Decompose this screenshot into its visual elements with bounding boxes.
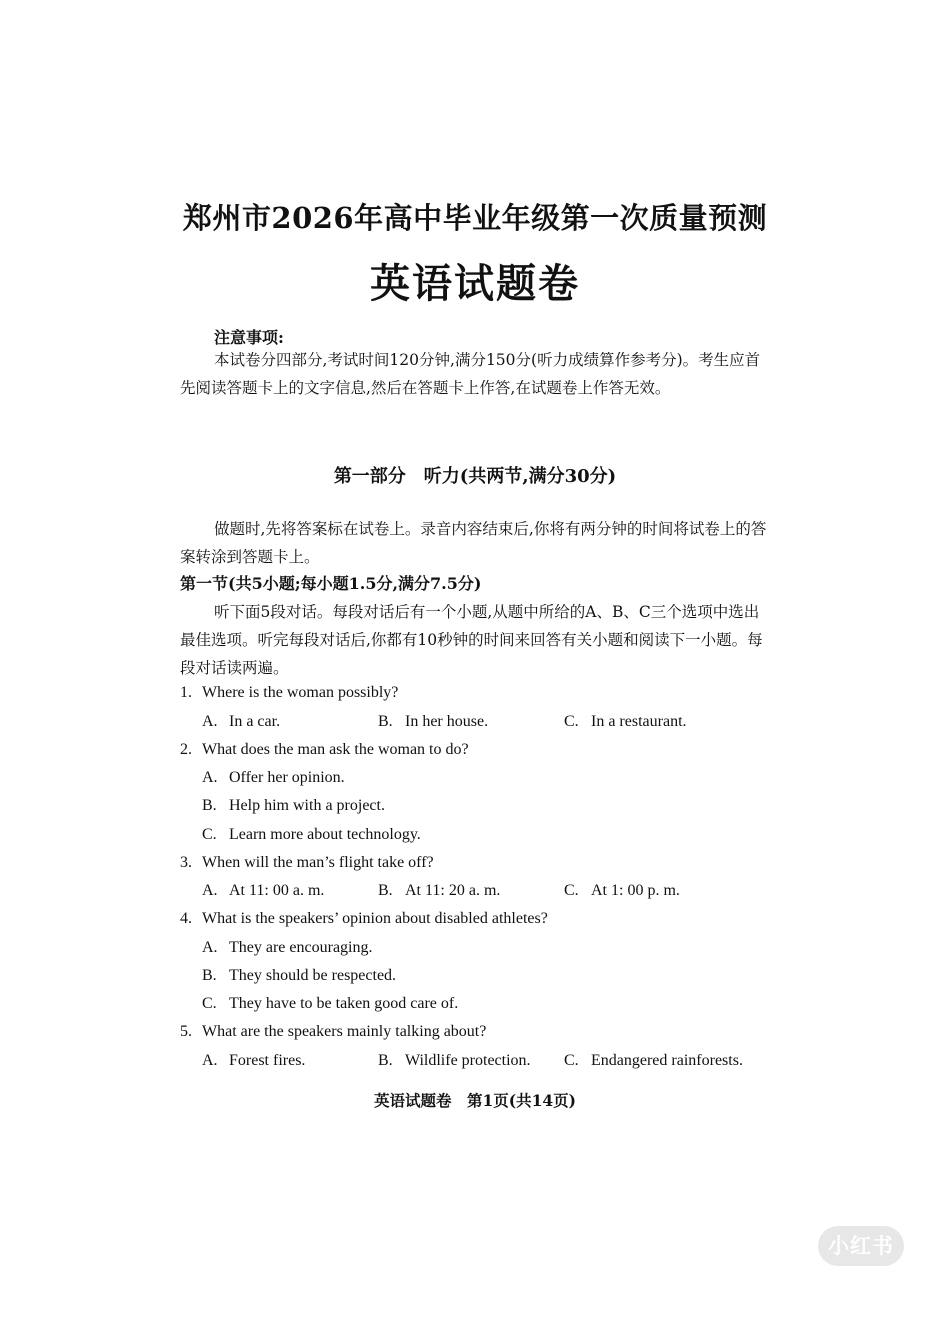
question-text: What are the speakers mainly talking about? xyxy=(202,1023,487,1040)
question-text: What does the man ask the woman to do? xyxy=(202,741,469,758)
question-text: When will the man’s flight take off? xyxy=(202,854,434,871)
q5-option-a: A. Forest fires. xyxy=(202,1052,306,1069)
q3-option-c: C. At 1: 00 p. m. xyxy=(564,882,680,899)
notice-body: 本试卷分四部分,考试时间120分钟,满分150分(听力成绩算作参考分)。考生应首先阅读答题卡上的文字信息,然后在答题卡上作答,在试题卷上作答无效。 xyxy=(180,351,761,397)
question-number: 4. xyxy=(180,910,192,927)
section-title: 第一节(共5小题;每小题1.5分,满分7.5分) xyxy=(180,574,482,593)
q1-option-a: A. In a car. xyxy=(202,713,281,730)
q2-option-c: C. Learn more about technology. xyxy=(202,826,421,843)
q1-option-c: C. In a restaurant. xyxy=(564,713,687,730)
q1-option-b: B. In her house. xyxy=(378,713,489,730)
question-3 xyxy=(180,854,434,872)
q4-option-a: A. They are encouraging. xyxy=(202,939,373,956)
q5-option-c: C. Endangered rainforests. xyxy=(564,1052,743,1069)
q3-option-a: A. At 11: 00 a. m. xyxy=(202,882,325,899)
question-4 xyxy=(180,910,548,928)
q2-option-b: B. Help him with a project. xyxy=(202,797,385,814)
question-text: Where is the woman possibly? xyxy=(202,684,399,701)
notice-heading: 注意事项: xyxy=(214,328,284,347)
question-number: 5. xyxy=(180,1023,192,1040)
part-instructions: 做题时,先将答案标在试卷上。录音内容结束后,你将有两分钟的时间将试卷上的答案转涂到答题卡上。 xyxy=(180,520,767,566)
exam-subtitle: 英语试题卷 xyxy=(370,260,580,307)
question-2 xyxy=(180,741,469,759)
q4-option-c: C. They have to be taken good care of. xyxy=(202,995,459,1012)
q2-option-a: A. Offer her opinion. xyxy=(202,769,345,786)
part-title: 第一部分 听力(共两节,满分30分) xyxy=(333,466,617,487)
q4-option-b: B. They should be respected. xyxy=(202,967,397,984)
watermark-logo: 小红书 xyxy=(818,1226,904,1266)
section-instructions: 听下面5段对话。每段对话后有一个小题,从题中所给的A、B、C三个选项中选出最佳选项。听完每段对话后,你都有10秒钟的时间来回答有关小题和阅读下一小题。每段对话读两遍。 xyxy=(180,603,763,677)
question-number: 2. xyxy=(180,741,192,758)
question-1 xyxy=(180,684,398,702)
question-5 xyxy=(180,1023,486,1041)
q3-option-b: B. At 11: 20 a. m. xyxy=(378,882,501,899)
page-footer: 英语试题卷 第1页(共14页) xyxy=(373,1091,577,1110)
question-number: 3. xyxy=(180,854,192,871)
question-number: 1. xyxy=(180,684,192,701)
exam-title: 郑州市2026年高中毕业年级第一次质量预测 xyxy=(182,201,768,235)
question-text: What is the speakers’ opinion about disabled athletes? xyxy=(202,910,548,927)
q5-option-b: B. Wildlife protection. xyxy=(378,1052,531,1069)
